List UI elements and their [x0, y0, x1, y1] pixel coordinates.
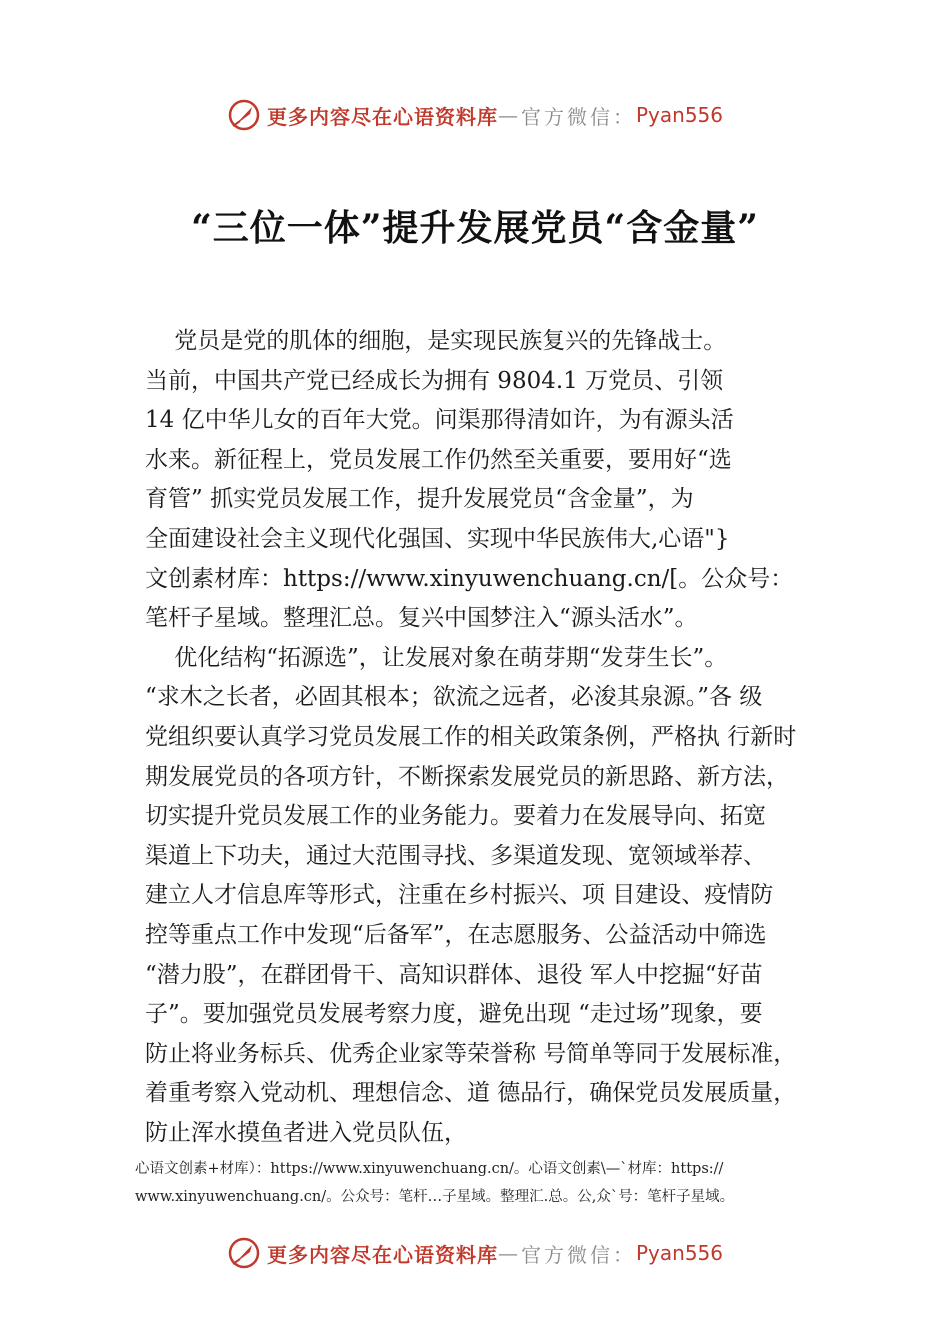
body-line: 当前，中国共产党已经成长为拥有 9804.1 万党员、引领 [145, 367, 724, 394]
body-line: 党员是党的肌体的细胞，是实现民族复兴的先锋战士。 [145, 328, 727, 354]
body-line: “潜力股”，在群团骨干、高知识群体、退役 军人中挖掘“好苗 [145, 961, 763, 988]
banner-wechat-id: Pyan556 [635, 103, 723, 127]
banner-wechat-id: Pyan556 [635, 1241, 723, 1265]
document-body [145, 322, 835, 1153]
body-line: 党组织要认真学习党员发展工作的相关政策条例，严格执 行新时 [145, 723, 797, 750]
body-line: 建立人才信息库等形式，注重在乡村振兴、项 目建设、疫情防 [145, 882, 774, 909]
body-line: 防止浑水摸鱼者进入党员队伍， [145, 1119, 467, 1146]
banner-dash: — [497, 1241, 521, 1265]
quill-logo-icon [227, 1236, 261, 1270]
header-banner [0, 95, 950, 135]
body-line: 育管” 抓实党员发展工作，提升发展党员“含金量”，为 [145, 486, 694, 513]
body-line: 切实提升党员发展工作的业务能力。要着力在发展导向、拓宽 [145, 803, 766, 830]
banner-wechat-label: 官方微信： [520, 104, 636, 129]
footnote [135, 1155, 835, 1211]
body-line: 着重考察入党动机、理想信念、道 德品行，确保党员发展质量， [145, 1080, 797, 1107]
document-title: “三位一体”提升发展党员“含金量” [191, 207, 759, 249]
footnote-line: www.xinyuwenchuang.cn/。公众号：笔杆…子星域。整理汇.总。公,众`号：笔杆子星域。 [135, 1189, 735, 1205]
quill-logo-icon [227, 98, 261, 132]
footer-banner [0, 1233, 950, 1273]
banner-site-name: 更多内容尽在心语资料库 [266, 1242, 498, 1267]
body-line: 期发展党员的各项方针，不断探索发展党员的新思路、新方法， [145, 763, 789, 790]
body-line: 优化结构“拓源选”，让发展对象在萌芽期“发芽生长”。 [145, 644, 728, 671]
banner-wechat-label: 官方微信： [520, 1242, 636, 1267]
body-line: 全面建设社会主义现代化强国、实现中华民族伟大,心语"} [145, 525, 730, 552]
banner-site-name: 更多内容尽在心语资料库 [266, 104, 498, 129]
body-line: 渠道上下功夫，通过大范围寻找、多渠道发现、宽领域举荐、 [145, 842, 766, 869]
body-line: 控等重点工作中发现“后备军”，在志愿服务、公益活动中筛选 [145, 921, 767, 948]
banner-dash: — [497, 103, 521, 127]
body-line: 14 亿中华儿女的百年大党。问渠那得清如许，为有源头活 [145, 407, 734, 434]
body-line: 防止将业务标兵、优秀企业家等荣誉称 号简单等同于发展标准， [145, 1040, 797, 1067]
footnote-line: 心语文创素+材库）：https://www.xinyuwenchuang.cn/。心语文创素\—`材库：https:// [135, 1161, 724, 1177]
body-line: “求木之长者，必固其根本；欲流之远者，必浚其泉源。”各 级 [145, 684, 763, 711]
body-line: 文创素材库：https://www.xinyuwenchuang.cn/[。公众号： [145, 565, 794, 592]
body-line: 笔杆子星域。整理汇总。复兴中国梦注入“源头活水”。 [145, 605, 698, 632]
body-line: 水来。新征程上，党员发展工作仍然至关重要，要用好“选 [145, 446, 732, 473]
body-line: 子”。要加强党员发展考察力度，避免出现 “走过场”现象，要 [145, 1001, 763, 1028]
